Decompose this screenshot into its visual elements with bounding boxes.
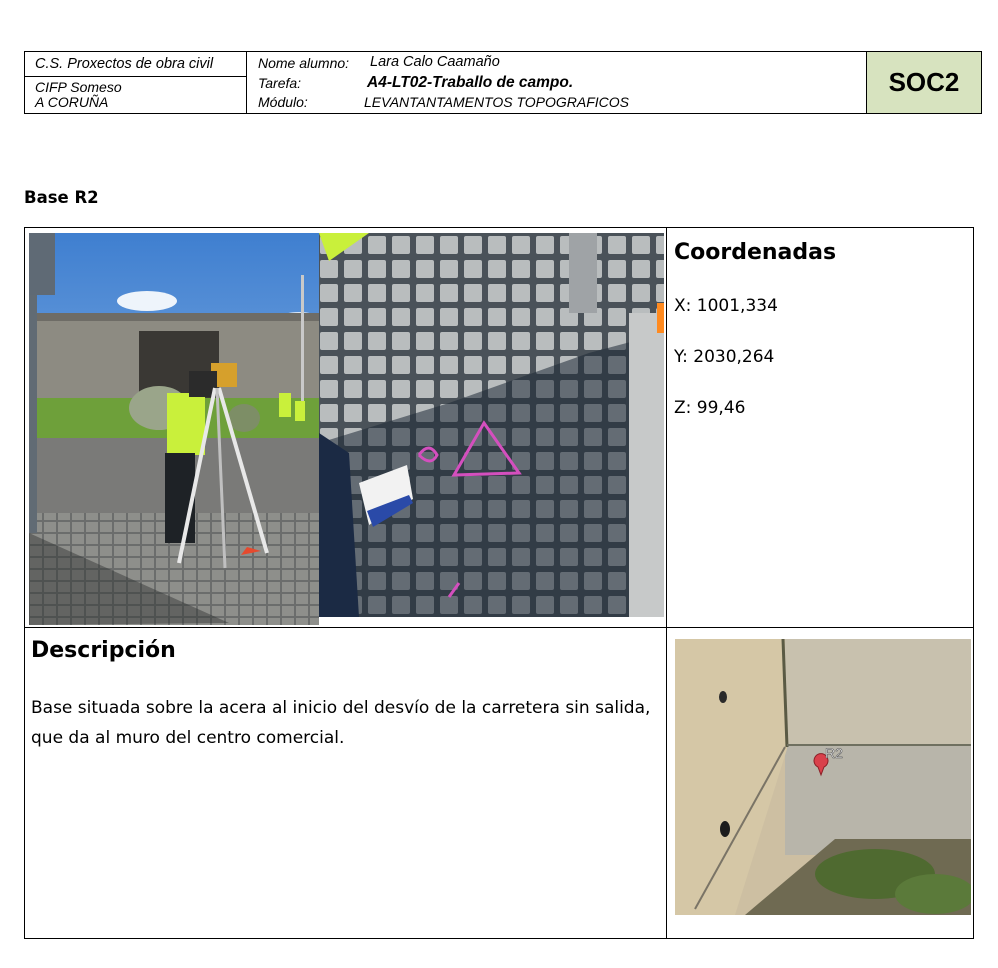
school-cell: [25, 52, 247, 113]
task-label: Tarefa:: [258, 75, 302, 91]
coordinate-y: Y: 2030,264: [674, 347, 775, 367]
center-name: CIFP Someso: [35, 79, 122, 95]
task-value: A4-LT02-Traballo de campo.: [367, 74, 574, 91]
row-divider: [25, 627, 973, 628]
field-photos: [29, 233, 664, 625]
student-label: Nome alumno:: [258, 55, 350, 71]
document-code: SOC2: [867, 52, 981, 113]
module-value: LEVANTANTAMENTOS TOPOGRAFICOS: [364, 94, 630, 110]
description-title: Descripción: [31, 638, 176, 663]
column-divider: [666, 228, 667, 938]
section-title: Base R2: [24, 188, 99, 207]
school-name: C.S. Proxectos de obra civil: [25, 52, 246, 77]
coordinate-x: X: 1001,334: [674, 296, 778, 316]
student-name: Lara Calo Caamaño: [370, 54, 500, 70]
aerial-map: [675, 639, 971, 915]
coordinate-z: Z: 99,46: [674, 398, 746, 418]
ground-mark-photo: [319, 233, 664, 617]
task-info-cell: [247, 52, 867, 113]
map-marker-label: R2: [825, 745, 843, 761]
surveyor-photo: [29, 233, 319, 625]
description-text: Base situada sobre la acera al inicio del desvío de la carretera sin salida, que da al muro del centro comercial.: [31, 698, 651, 748]
base-table: [24, 227, 974, 939]
center-city: A CORUÑA: [35, 94, 109, 110]
coordinates-title: Coordenadas: [674, 240, 837, 265]
document-header: [24, 51, 982, 114]
module-label: Módulo:: [258, 94, 308, 110]
